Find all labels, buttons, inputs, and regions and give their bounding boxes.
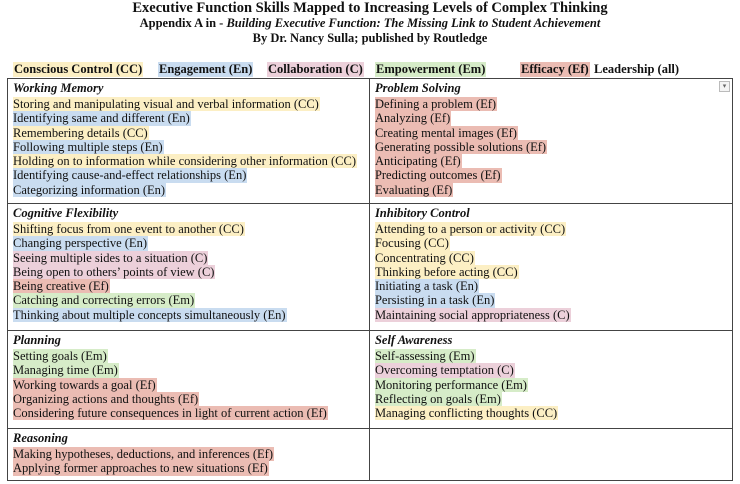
skill-label: Making hypotheses, deductions, and inferences (Ef) [13, 447, 273, 461]
skill-label: Maintaining social appropriateness (C) [374, 307, 570, 322]
cell-title: Working Memory [13, 81, 104, 95]
skill-label: Reflecting on goals (Em) [374, 391, 501, 406]
skill-label: Concentrating (CC) [374, 250, 474, 265]
cell-empty [369, 429, 732, 481]
skill-item [13, 291, 365, 308]
skill-item [375, 220, 728, 234]
skill-item [13, 263, 365, 277]
skill-item [13, 234, 365, 251]
skill-item [13, 306, 365, 320]
skill-item [13, 152, 365, 169]
skill-item [13, 249, 365, 263]
skill-label: Managing conflicting thoughts (CC) [374, 406, 558, 421]
skill-label: Thinking about multiple concepts simultaneously (En) [13, 307, 286, 322]
skill-label: Holding on to information while considering other information (CC) [13, 154, 356, 169]
skill-label: Storing and manipulating visual and verbal information (CC) [13, 97, 319, 111]
skill-label: Remembering details (CC) [13, 125, 148, 140]
legend-conscious-control: Conscious Control (CC) [14, 62, 143, 76]
skill-item [374, 404, 728, 421]
skill-label: Managing time (Em) [13, 363, 118, 378]
cell-title: Reasoning [13, 431, 68, 445]
skill-item [375, 306, 728, 320]
skill-item [13, 166, 365, 183]
skill-list [375, 95, 728, 195]
skill-label: Shifting focus from one event to another (CC) [13, 222, 244, 236]
cell-title: Problem Solving [374, 81, 461, 95]
skill-label: Monitoring performance (Em) [374, 377, 527, 392]
cell-title: Cognitive Flexibility [13, 206, 119, 220]
skill-label: Analyzing (Ef) [374, 111, 451, 126]
skill-item [375, 347, 728, 361]
skill-item [13, 445, 365, 459]
skill-item [374, 109, 728, 126]
cell-self-awareness [369, 331, 732, 429]
skill-item [13, 361, 365, 378]
skill-list [375, 220, 728, 320]
cell-reasoning [8, 429, 370, 481]
skill-label: Catching and correcting errors (Em) [13, 293, 195, 308]
skill-item [374, 277, 728, 294]
skill-item [13, 404, 365, 421]
legend-efficacy: Efficacy (Ef) [521, 62, 589, 76]
skill-item [13, 109, 365, 126]
cell-title: Inhibitory Control [374, 206, 470, 220]
skill-list [13, 95, 365, 195]
skill-label: Considering future consequences in light of current action (Ef) [13, 406, 327, 421]
skill-label: Being creative (Ef) [13, 279, 109, 294]
table-row [8, 204, 733, 331]
table-row [8, 331, 733, 429]
skill-item [375, 181, 728, 195]
skill-item [374, 166, 728, 183]
skill-item [13, 220, 365, 234]
table-row [8, 429, 733, 481]
skill-item [13, 138, 365, 152]
skill-item [13, 347, 365, 361]
skill-label: Anticipating (Ef) [374, 154, 461, 169]
skill-label: Identifying same and different (En) [13, 111, 190, 126]
skill-item [375, 263, 728, 277]
skill-label: Working towards a goal (Ef) [13, 377, 156, 392]
color-legend [12, 62, 728, 78]
subtitle-prefix: Appendix A in - [139, 16, 227, 30]
skill-label: Self-assessing (Em) [374, 349, 475, 363]
cell-cognitive-flexibility [8, 204, 370, 331]
cell-inhibitory-control [369, 204, 732, 331]
skill-item [375, 124, 728, 138]
legend-leadership: Leadership (all) [594, 62, 680, 76]
skill-item [374, 291, 728, 308]
skill-label: Categorizing information (En) [13, 182, 166, 197]
skill-label: Setting goals (Em) [13, 349, 107, 363]
skill-label: Changing perspective (En) [13, 236, 147, 251]
book-title: Building Executive Function: The Missing Link to Student Achievement [226, 16, 601, 30]
skill-label: Evaluating (Ef) [374, 182, 453, 197]
skill-item [375, 249, 728, 263]
skill-label: Identifying cause-and-effect relationships (En) [13, 168, 247, 183]
skill-item [374, 234, 728, 251]
skill-label: Creating mental images (Ef) [374, 125, 517, 140]
legend-engagement: Engagement (En) [159, 62, 253, 76]
skills-table [7, 78, 733, 481]
skill-item [13, 390, 365, 404]
skill-item [375, 95, 728, 109]
skill-item [375, 376, 728, 390]
skill-label: Seeing multiple sides to a situation (C) [13, 250, 208, 265]
skill-label: Persisting in a task (En) [374, 293, 495, 308]
legend-collaboration: Collaboration (C) [268, 62, 363, 76]
document-header [0, 0, 740, 46]
skill-item [374, 152, 728, 169]
skill-label: Following multiple steps (En) [13, 139, 163, 154]
cell-title: Planning [13, 333, 61, 347]
author-line: By Dr. Nancy Sulla; published by Routledge [252, 31, 488, 45]
skill-item [13, 277, 365, 294]
skill-label: Thinking before acting (CC) [374, 264, 518, 279]
chevron-down-icon[interactable]: ▾ [719, 81, 730, 92]
skill-label: Predicting outcomes (Ef) [374, 168, 501, 183]
skill-label: Generating possible solutions (Ef) [374, 139, 547, 154]
skill-label: Overcoming temptation (C) [374, 363, 514, 378]
skill-item [13, 124, 365, 138]
document-title: Executive Function Skills Mapped to Increasing Levels of Complex Thinking [132, 0, 608, 16]
skill-item [13, 181, 365, 195]
skill-item [13, 95, 365, 109]
skill-list [13, 445, 365, 474]
skill-list [13, 220, 365, 320]
skill-item [374, 361, 728, 378]
table-row [8, 79, 733, 204]
skill-label: Applying former approaches to new situations (Ef) [13, 461, 268, 476]
skill-label: Defining a problem (Ef) [374, 97, 497, 111]
skill-label: Focusing (CC) [374, 236, 449, 251]
cell-planning [8, 331, 370, 429]
skill-item [375, 390, 728, 404]
skill-label: Being open to others’ points of view (C) [13, 264, 215, 279]
cell-working-memory [8, 79, 370, 204]
skill-list [374, 347, 728, 421]
skill-label: Organizing actions and thoughts (Ef) [13, 391, 199, 406]
cell-title: Self Awareness [374, 333, 453, 347]
document-subtitle [0, 16, 740, 31]
skill-label: Attending to a person or activity (CC) [374, 222, 566, 236]
skill-item [13, 376, 365, 390]
skill-label: Initiating a task (En) [374, 279, 479, 294]
cell-problem-solving [369, 79, 732, 204]
skill-item [375, 138, 728, 152]
skill-item [13, 459, 365, 476]
skill-list [13, 347, 365, 421]
legend-empowerment: Empowerment (Em) [376, 62, 486, 76]
